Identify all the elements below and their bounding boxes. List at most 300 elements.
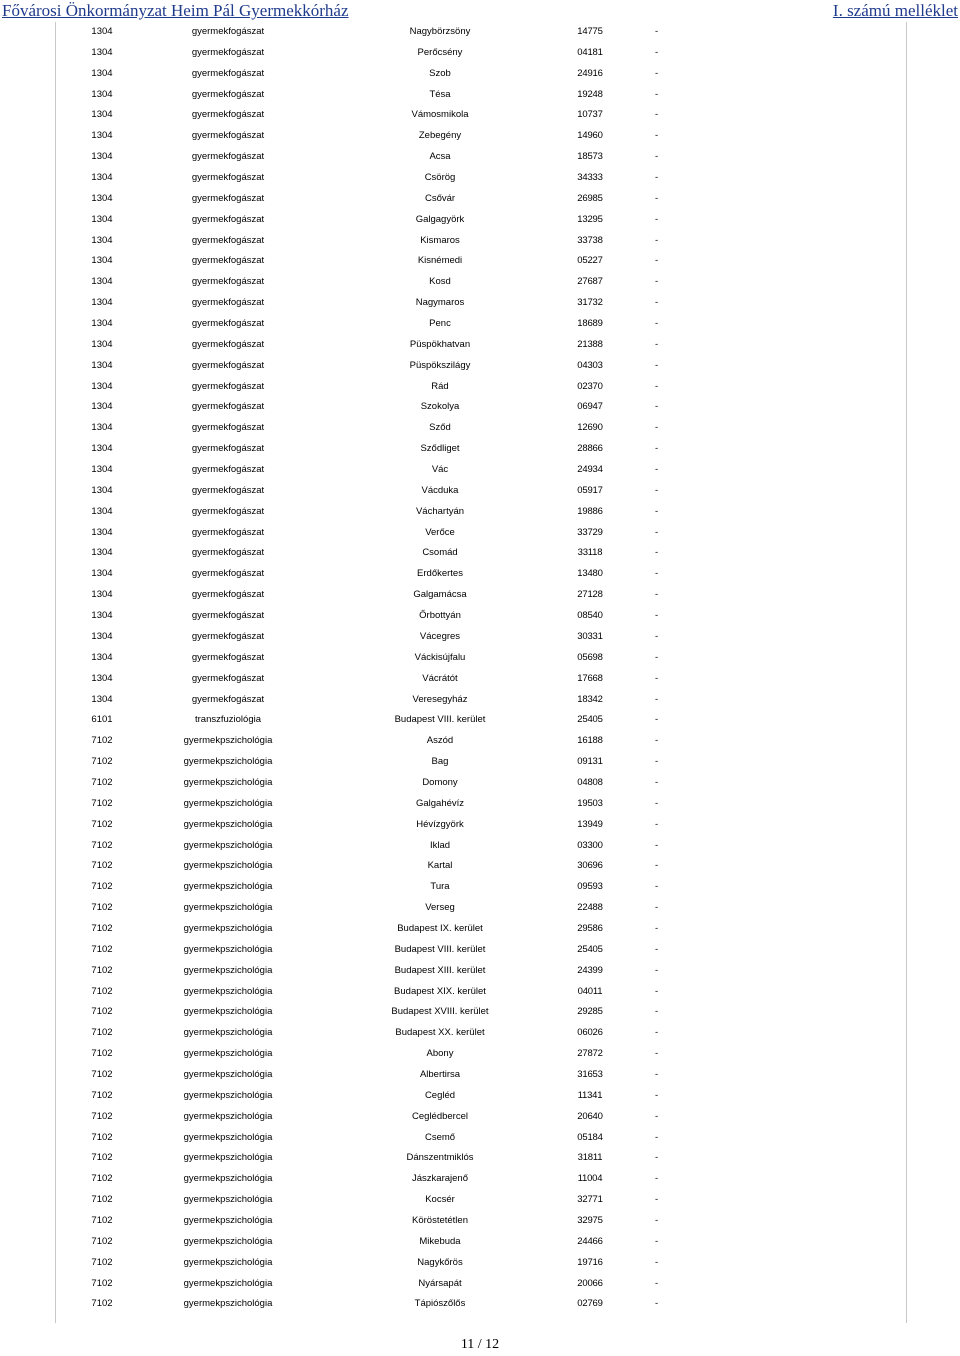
row-code: 1304 [91, 26, 113, 37]
row-flag: - [655, 526, 659, 538]
row-zip-code: 19503 [577, 797, 603, 809]
row-flag: - [655, 380, 659, 392]
row-place: Püspökszilágy [409, 359, 471, 371]
row-spacer [715, 731, 907, 752]
row-place: Budapest VIII. kerület [394, 714, 486, 726]
row-flag: - [655, 1235, 659, 1247]
row-specialty: gyermekfogászat [191, 589, 265, 601]
table-row [55, 877, 907, 898]
row-specialty: gyermekpszichológia [183, 735, 273, 747]
row-spacer [715, 1211, 907, 1232]
table-row [55, 210, 907, 231]
table-row [55, 606, 907, 627]
row-flag: - [655, 818, 659, 830]
row-place: Vácegres [419, 630, 461, 642]
row-specialty: gyermekfogászat [191, 88, 265, 100]
table-row [55, 982, 907, 1003]
row-spacer [715, 627, 907, 648]
row-spacer [715, 1190, 907, 1211]
row-flag: - [655, 964, 659, 976]
row-specialty: gyermekpszichológia [183, 1089, 273, 1101]
table-body [55, 22, 907, 1315]
row-flag: - [655, 192, 659, 204]
row-specialty: gyermekfogászat [191, 26, 265, 37]
row-place: Váckisújfalu [414, 651, 466, 663]
row-zip-code: 14775 [577, 26, 603, 37]
table-row [55, 1211, 907, 1232]
row-code: 7102 [91, 1048, 113, 1060]
row-specialty: gyermekfogászat [191, 422, 265, 434]
table-row [55, 1253, 907, 1274]
table-row [55, 460, 907, 481]
row-specialty: gyermekpszichológia [183, 1214, 273, 1226]
row-flag: - [655, 46, 659, 58]
row-place: Budapest XIX. kerület [394, 985, 486, 997]
row-spacer [715, 606, 907, 627]
row-specialty: gyermekfogászat [191, 318, 265, 330]
table-row [55, 481, 907, 502]
row-code: 7102 [91, 1173, 113, 1185]
row-specialty: gyermekpszichológia [183, 964, 273, 976]
row-specialty: gyermekfogászat [191, 255, 265, 267]
row-place: Nagymaros [415, 297, 465, 309]
row-specialty: gyermekpszichológia [183, 1298, 273, 1310]
row-zip-code: 27128 [577, 589, 603, 601]
row-flag: - [655, 172, 659, 184]
row-zip-code: 13949 [577, 818, 603, 830]
row-zip-code: 27872 [577, 1048, 603, 1060]
row-code: 6101 [91, 714, 113, 726]
row-place: Domony [422, 776, 458, 788]
row-code: 1304 [91, 422, 113, 434]
row-place: Verőce [425, 526, 455, 538]
row-place: Őrbottyán [419, 610, 461, 622]
row-place: Vácrátót [422, 672, 458, 684]
row-code: 7102 [91, 964, 113, 976]
row-place: Albertirsa [419, 1068, 461, 1080]
row-specialty: gyermekfogászat [191, 172, 265, 184]
row-specialty: gyermekfogászat [191, 505, 265, 517]
row-code: 1304 [91, 338, 113, 350]
row-spacer [715, 836, 907, 857]
table-row [55, 836, 907, 857]
row-flag: - [655, 1006, 659, 1018]
row-code: 7102 [91, 1298, 113, 1310]
row-spacer [715, 189, 907, 210]
row-flag: - [655, 109, 659, 121]
table-row [55, 126, 907, 147]
row-code: 1304 [91, 672, 113, 684]
row-specialty: gyermekfogászat [191, 568, 265, 580]
row-place: Kismaros [420, 234, 460, 246]
row-flag: - [655, 151, 659, 163]
row-specialty: gyermekfogászat [191, 234, 265, 246]
row-flag: - [655, 505, 659, 517]
table-row [55, 22, 907, 43]
row-specialty: gyermekfogászat [191, 672, 265, 684]
row-specialty: gyermekfogászat [191, 693, 265, 705]
row-place: Aszód [426, 735, 454, 747]
row-zip-code: 18573 [577, 151, 603, 163]
row-code: 7102 [91, 797, 113, 809]
row-code: 7102 [91, 1131, 113, 1143]
row-flag: - [655, 902, 659, 914]
row-spacer [715, 773, 907, 794]
row-spacer [715, 439, 907, 460]
row-flag: - [655, 1110, 659, 1122]
row-spacer [715, 710, 907, 731]
row-zip-code: 32771 [577, 1194, 603, 1206]
table-row [55, 815, 907, 836]
row-spacer [715, 22, 907, 43]
row-spacer [715, 815, 907, 836]
table-row [55, 919, 907, 940]
row-code: 1304 [91, 630, 113, 642]
table-row [55, 356, 907, 377]
table-row [55, 648, 907, 669]
row-specialty: gyermekpszichológia [183, 922, 273, 934]
row-spacer [715, 168, 907, 189]
row-spacer [715, 481, 907, 502]
row-flag: - [655, 630, 659, 642]
table-row [55, 168, 907, 189]
table-row [55, 251, 907, 272]
row-flag: - [655, 401, 659, 413]
row-zip-code: 09131 [577, 756, 603, 768]
row-spacer [715, 251, 907, 272]
row-specialty: gyermekfogászat [191, 380, 265, 392]
table-row [55, 43, 907, 64]
row-zip-code: 14960 [577, 130, 603, 142]
row-code: 1304 [91, 276, 113, 288]
row-spacer [715, 523, 907, 544]
header-institution-title: Fővárosi Önkormányzat Heim Pál Gyermekkórház [2, 1, 349, 20]
row-specialty: gyermekfogászat [191, 151, 265, 163]
row-zip-code: 33729 [577, 526, 603, 538]
row-specialty: gyermekfogászat [191, 526, 265, 538]
row-specialty: gyermekpszichológia [183, 1048, 273, 1060]
table-row [55, 1148, 907, 1169]
row-code: 1304 [91, 130, 113, 142]
row-spacer [715, 982, 907, 1003]
table-row [55, 314, 907, 335]
row-specialty: gyermekfogászat [191, 109, 265, 121]
row-place: Vámosmikola [411, 109, 469, 121]
table-row [55, 1190, 907, 1211]
row-place: Abony [426, 1048, 454, 1060]
row-place: Csővár [424, 192, 456, 204]
table-row [55, 418, 907, 439]
table-row [55, 105, 907, 126]
row-zip-code: 26985 [577, 192, 603, 204]
row-flag: - [655, 568, 659, 580]
row-place: Bag [431, 756, 449, 768]
row-specialty: gyermekpszichológia [183, 1194, 273, 1206]
row-zip-code: 24399 [577, 964, 603, 976]
row-place: Köröstetétlen [412, 1214, 468, 1226]
row-flag: - [655, 693, 659, 705]
table-row [55, 1107, 907, 1128]
row-spacer [715, 377, 907, 398]
row-code: 7102 [91, 922, 113, 934]
row-specialty: gyermekpszichológia [183, 1131, 273, 1143]
row-flag: - [655, 1068, 659, 1080]
row-spacer [715, 147, 907, 168]
row-spacer [715, 543, 907, 564]
row-place: Csomád [422, 547, 458, 559]
row-zip-code: 29586 [577, 922, 603, 934]
table-row [55, 1294, 907, 1315]
row-zip-code: 04303 [577, 359, 603, 371]
row-place: Váchartyán [415, 505, 465, 517]
row-zip-code: 20066 [577, 1277, 603, 1289]
row-specialty: gyermekpszichológia [183, 756, 273, 768]
row-flag: - [655, 1048, 659, 1060]
row-code: 7102 [91, 985, 113, 997]
row-spacer [715, 919, 907, 940]
row-code: 1304 [91, 610, 113, 622]
row-zip-code: 11004 [577, 1173, 603, 1185]
row-zip-code: 05917 [577, 484, 603, 496]
row-zip-code: 13480 [577, 568, 603, 580]
row-place: Rád [431, 380, 449, 392]
row-place: Kisnémedi [417, 255, 463, 267]
row-flag: - [655, 1298, 659, 1310]
row-code: 7102 [91, 1089, 113, 1101]
row-spacer [715, 460, 907, 481]
row-place: Budapest XIII. kerület [394, 964, 486, 976]
row-spacer [715, 1294, 907, 1315]
table-row [55, 147, 907, 168]
row-code: 1304 [91, 255, 113, 267]
row-specialty: gyermekfogászat [191, 297, 265, 309]
row-zip-code: 30331 [577, 630, 603, 642]
row-spacer [715, 272, 907, 293]
header-annex-label: I. számú melléklet [832, 1, 958, 20]
row-zip-code: 04011 [577, 985, 603, 997]
row-specialty: gyermekpszichológia [183, 1173, 273, 1185]
row-zip-code: 24466 [577, 1235, 603, 1247]
row-specialty: gyermekpszichológia [183, 1110, 273, 1122]
row-zip-code: 11341 [577, 1089, 603, 1101]
row-flag: - [655, 234, 659, 246]
row-code: 7102 [91, 1027, 113, 1039]
row-zip-code: 04181 [577, 46, 603, 58]
row-place: Cegléd [424, 1089, 456, 1101]
row-specialty: gyermekfogászat [191, 67, 265, 79]
data-table [55, 22, 907, 1315]
row-zip-code: 12690 [577, 422, 603, 434]
row-code: 1304 [91, 192, 113, 204]
row-specialty: gyermekpszichológia [183, 1256, 273, 1268]
row-place: Csörög [424, 172, 456, 184]
table-row [55, 1232, 907, 1253]
row-specialty: gyermekpszichológia [183, 902, 273, 914]
row-spacer [715, 1148, 907, 1169]
row-flag: - [655, 464, 659, 476]
row-specialty: gyermekpszichológia [183, 839, 273, 851]
row-flag: - [655, 776, 659, 788]
row-zip-code: 34333 [577, 172, 603, 184]
row-spacer [715, 877, 907, 898]
row-place: Acsa [429, 151, 451, 163]
table-row [55, 1169, 907, 1190]
row-flag: - [655, 1089, 659, 1101]
row-place: Nagykőrös [417, 1256, 463, 1268]
row-flag: - [655, 1256, 659, 1268]
row-spacer [715, 43, 907, 64]
row-specialty: gyermekfogászat [191, 213, 265, 225]
row-place: Vácduka [421, 484, 459, 496]
row-zip-code: 27687 [577, 276, 603, 288]
row-specialty: gyermekpszichológia [183, 797, 273, 809]
row-zip-code: 28866 [577, 443, 603, 455]
row-zip-code: 33118 [577, 547, 603, 559]
row-spacer [715, 794, 907, 815]
row-place: Hévízgyörk [416, 818, 464, 830]
row-specialty: gyermekfogászat [191, 651, 265, 663]
row-code: 1304 [91, 88, 113, 100]
row-zip-code: 13295 [577, 213, 603, 225]
row-place: Penc [429, 318, 451, 330]
row-code: 1304 [91, 464, 113, 476]
row-zip-code: 21388 [577, 338, 603, 350]
row-code: 7102 [91, 943, 113, 955]
row-specialty: gyermekfogászat [191, 443, 265, 455]
row-place: Vác [431, 464, 449, 476]
row-code: 7102 [91, 776, 113, 788]
row-zip-code: 06026 [577, 1027, 603, 1039]
table-row [55, 523, 907, 544]
row-flag: - [655, 1027, 659, 1039]
row-zip-code: 19716 [577, 1256, 603, 1268]
row-code: 1304 [91, 526, 113, 538]
row-spacer [715, 85, 907, 106]
row-code: 1304 [91, 443, 113, 455]
row-flag: - [655, 213, 659, 225]
row-specialty: gyermekpszichológia [183, 776, 273, 788]
row-code: 1304 [91, 589, 113, 601]
row-flag: - [655, 1194, 659, 1206]
row-zip-code: 17668 [577, 672, 603, 684]
row-place: Veresegyház [412, 693, 468, 705]
row-code: 7102 [91, 902, 113, 914]
row-spacer [715, 1253, 907, 1274]
table-row [55, 940, 907, 961]
row-specialty: gyermekfogászat [191, 464, 265, 476]
row-flag: - [655, 735, 659, 747]
row-zip-code: 29285 [577, 1006, 603, 1018]
row-spacer [715, 1065, 907, 1086]
row-spacer [715, 1023, 907, 1044]
table-row [55, 1065, 907, 1086]
row-zip-code: 24916 [577, 67, 603, 79]
row-code: 1304 [91, 547, 113, 559]
table-row [55, 585, 907, 606]
row-flag: - [655, 943, 659, 955]
row-zip-code: 10737 [577, 109, 603, 121]
table-row [55, 1086, 907, 1107]
row-specialty: gyermekfogászat [191, 630, 265, 642]
row-flag: - [655, 67, 659, 79]
row-zip-code: 03300 [577, 839, 603, 851]
row-flag: - [655, 756, 659, 768]
row-code: 7102 [91, 1194, 113, 1206]
row-code: 7102 [91, 735, 113, 747]
row-place: Ceglédbercel [412, 1110, 468, 1122]
row-specialty: gyermekfogászat [191, 192, 265, 204]
row-code: 1304 [91, 401, 113, 413]
row-zip-code: 33738 [577, 234, 603, 246]
row-spacer [715, 898, 907, 919]
row-spacer [715, 1002, 907, 1023]
row-specialty: gyermekfogászat [191, 338, 265, 350]
table-row [55, 335, 907, 356]
row-specialty: gyermekfogászat [191, 484, 265, 496]
row-spacer [715, 961, 907, 982]
row-flag: - [655, 1214, 659, 1226]
row-spacer [715, 690, 907, 711]
row-zip-code: 02769 [577, 1298, 603, 1310]
table-row [55, 1023, 907, 1044]
row-place: Szokolya [420, 401, 460, 413]
row-spacer [715, 1044, 907, 1065]
row-flag: - [655, 881, 659, 893]
row-flag: - [655, 1131, 659, 1143]
row-code: 7102 [91, 1110, 113, 1122]
row-place: Galgahévíz [415, 797, 465, 809]
row-code: 7102 [91, 1068, 113, 1080]
row-code: 1304 [91, 693, 113, 705]
row-place: Kocsér [425, 1194, 455, 1206]
row-specialty: gyermekfogászat [191, 547, 265, 559]
row-place: Tésa [429, 88, 451, 100]
row-place: Sződliget [420, 443, 460, 455]
row-spacer [715, 1107, 907, 1128]
page-number: 11 / 12 [460, 1337, 500, 1352]
row-flag: - [655, 130, 659, 142]
table-row [55, 898, 907, 919]
row-spacer [715, 1086, 907, 1107]
row-flag: - [655, 547, 659, 559]
row-place: Budapest XVIII. kerület [391, 1006, 489, 1018]
table-row [55, 731, 907, 752]
row-place: Perőcsény [417, 46, 463, 58]
row-flag: - [655, 610, 659, 622]
row-code: 1304 [91, 151, 113, 163]
row-zip-code: 05184 [577, 1131, 603, 1143]
row-spacer [715, 335, 907, 356]
row-code: 1304 [91, 359, 113, 371]
row-place: Zebegény [418, 130, 462, 142]
row-code: 1304 [91, 568, 113, 580]
row-code: 7102 [91, 860, 113, 872]
table-row [55, 1002, 907, 1023]
table-row [55, 231, 907, 252]
row-zip-code: 22488 [577, 902, 603, 914]
row-spacer [715, 752, 907, 773]
page-header [0, 0, 960, 22]
row-zip-code: 19248 [577, 88, 603, 100]
row-specialty: gyermekpszichológia [183, 1235, 273, 1247]
row-flag: - [655, 922, 659, 934]
table-row [55, 397, 907, 418]
row-spacer [715, 1232, 907, 1253]
row-place: Budapest XX. kerület [395, 1027, 485, 1039]
table-row [55, 669, 907, 690]
row-zip-code: 25405 [577, 714, 603, 726]
row-code: 1304 [91, 67, 113, 79]
